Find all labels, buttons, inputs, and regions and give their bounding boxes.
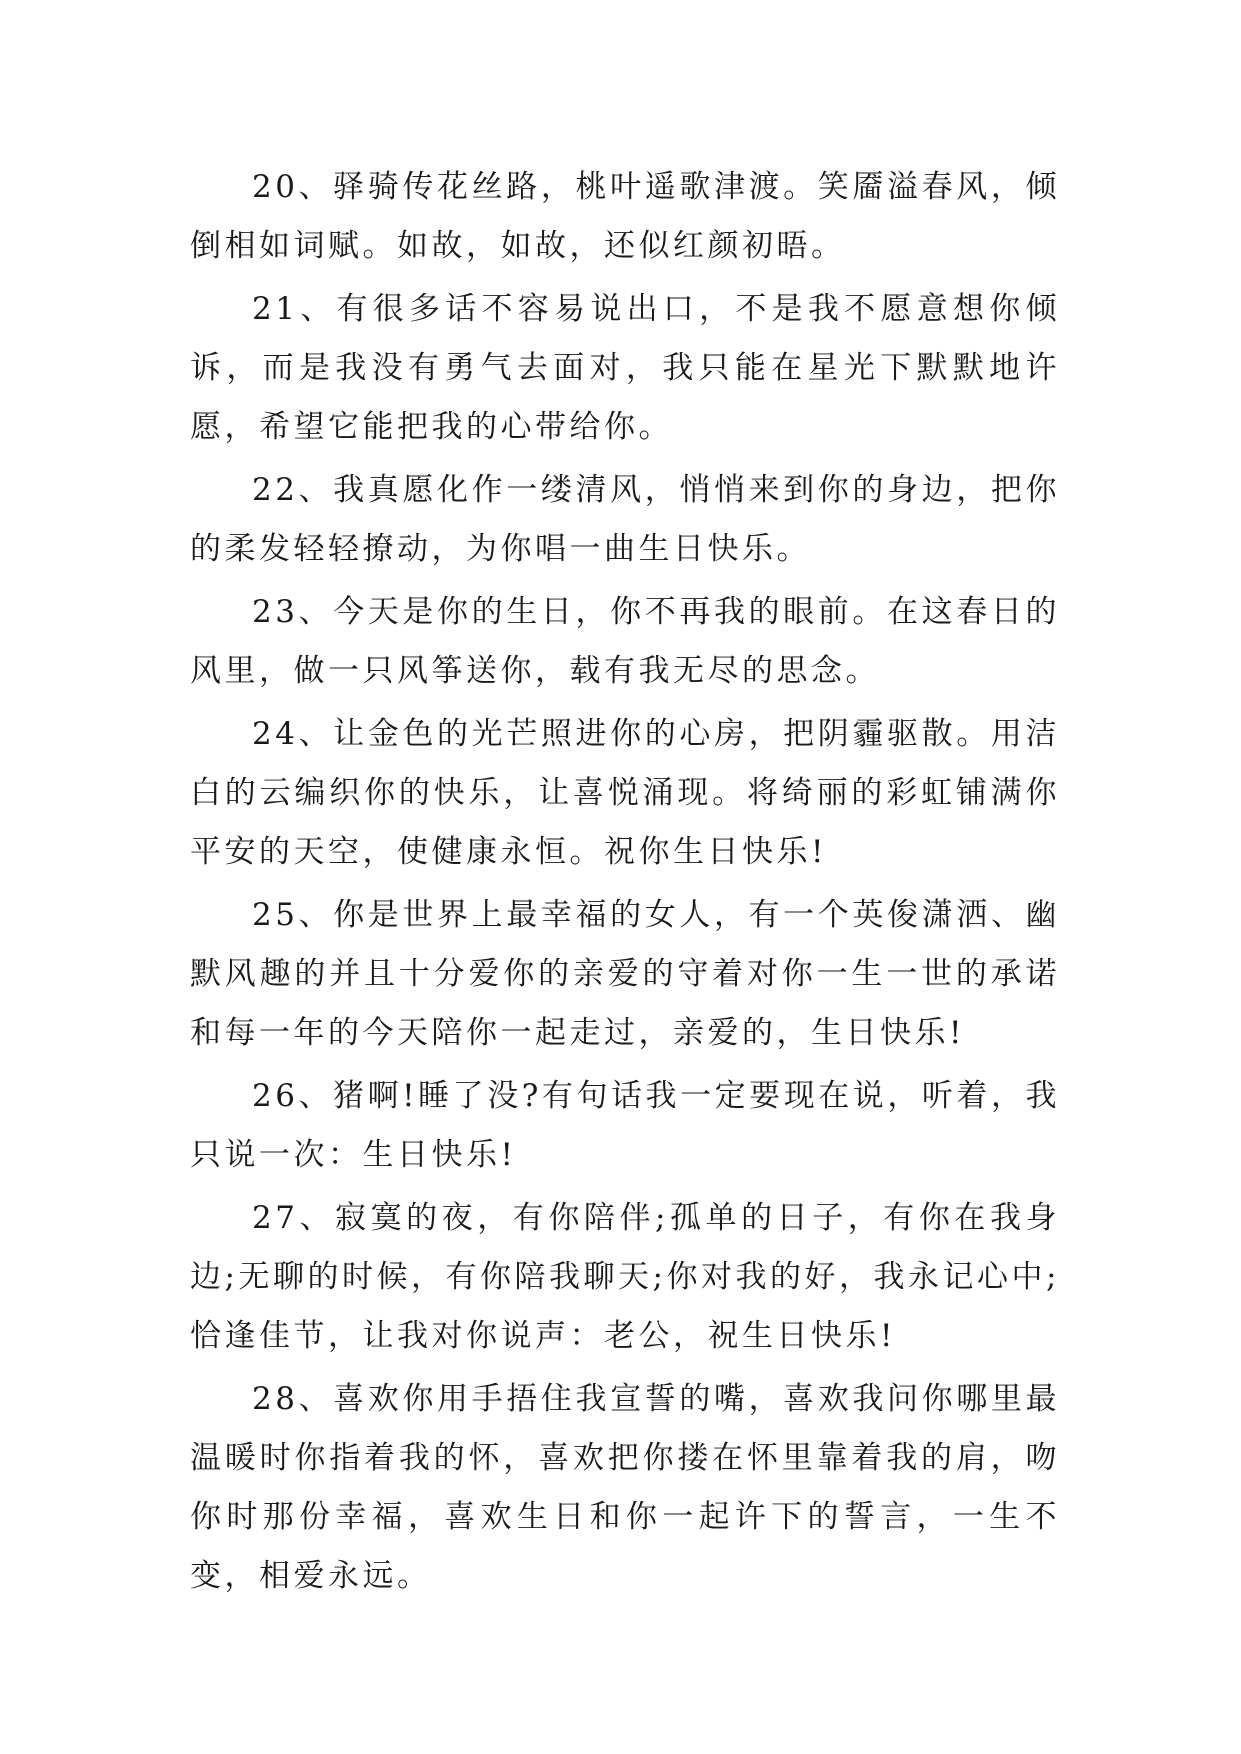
paragraph-24: 24、让金色的光芒照进你的心房，把阴霾驱散。用洁白的云编织你的快乐，让喜悦涌现。将绮丽的彩虹铺满你平安的天空，使健康永恒。祝你生日快乐! (190, 716, 1060, 870)
paragraph-23: 23、今天是你的生日，你不再我的眼前。在这春日的风里，做一只风筝送你，载有我无尽的思念。 (190, 594, 1060, 689)
paragraph-26: 26、猪啊!睡了没?有句话我一定要现在说，听着，我只说一次：生日快乐! (190, 1078, 1060, 1173)
paragraph-25: 25、你是世界上最幸福的女人，有一个英俊潇洒、幽默风趣的并且十分爱你的亲爱的守着对你一生一世的承诺和每一年的今天陪你一起走过，亲爱的，生日快乐! (190, 897, 1060, 1051)
document-body (190, 158, 1060, 1610)
paragraph-22: 22、我真愿化作一缕清风，悄悄来到你的身边，把你的柔发轻轻撩动，为你唱一曲生日快乐。 (190, 472, 1060, 567)
paragraph-28: 28、喜欢你用手捂住我宣誓的嘴，喜欢我问你哪里最温暖时你指着我的怀，喜欢把你搂在怀里靠着我的肩，吻你时那份幸福，喜欢生日和你一起许下的誓言，一生不变，相爱永远。 (190, 1381, 1060, 1594)
paragraph-27: 27、寂寞的夜，有你陪伴;孤单的日子，有你在我身边;无聊的时候，有你陪我聊天;你对我的好，我永记心中;恰逢佳节，让我对你说声：老公，祝生日快乐! (190, 1200, 1060, 1354)
paragraph-21: 21、有很多话不容易说出口，不是我不愿意想你倾诉，而是我没有勇气去面对，我只能在星光下默默地许愿，希望它能把我的心带给你。 (190, 291, 1060, 445)
paragraph-20: 20、驿骑传花丝路，桃叶遥歌津渡。笑靥溢春风，倾倒相如词赋。如故，如故，还似红颜初晤。 (190, 169, 1060, 264)
